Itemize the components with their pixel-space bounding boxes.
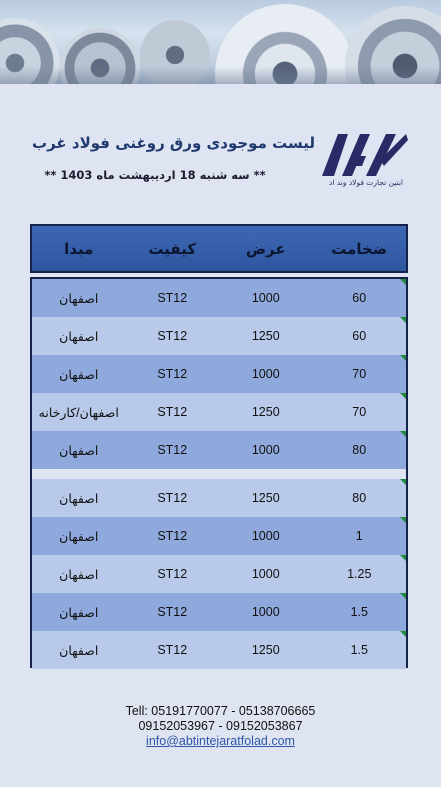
inventory-table: [30, 277, 408, 668]
cell-origin: اصفهان: [59, 529, 99, 544]
cell-width: 1000: [251, 605, 280, 619]
column-header-origin: مبدا: [64, 239, 94, 258]
cell-grade: ST12: [157, 291, 188, 305]
comment-flag-icon: [400, 517, 406, 523]
cell-thickness: 70: [352, 405, 367, 419]
cell-thickness: 1.25: [347, 567, 372, 581]
comment-flag-icon: [400, 479, 406, 485]
table-header: [30, 224, 408, 273]
cell-grade: ST12: [157, 405, 188, 419]
cell-origin: اصفهان: [59, 367, 99, 382]
cell-grade: ST12: [157, 443, 188, 457]
cell-grade: ST12: [157, 491, 188, 505]
cell-thickness: 60: [352, 329, 367, 343]
column-header-width: عرض: [245, 239, 286, 258]
comment-flag-icon: [400, 355, 406, 361]
comment-flag-icon: [400, 593, 406, 599]
cell-origin: اصفهان: [59, 567, 99, 582]
cell-thickness: 1.5: [350, 605, 368, 619]
cell-origin: اصفهان/کارخانه: [38, 405, 119, 420]
cell-thickness: 70: [352, 367, 367, 381]
comment-flag-icon: [400, 431, 406, 437]
table-row: [32, 279, 406, 317]
cell-width: 1000: [251, 443, 280, 457]
column-header-grade: کیفیت: [148, 239, 197, 258]
cell-thickness: 80: [352, 443, 367, 457]
cell-origin: اصفهان: [59, 291, 99, 306]
cell-origin: اصفهان: [59, 443, 99, 458]
cell-origin: اصفهان: [59, 491, 99, 506]
cell-width: 1000: [251, 567, 280, 581]
table-row: [32, 517, 406, 555]
logo-caption: ابتین تجارت فولاد وند اد: [329, 178, 403, 187]
phone-line-2: 09152053967 - 09152053867: [138, 719, 303, 733]
cell-thickness: 1.5: [350, 643, 368, 657]
comment-flag-icon: [400, 279, 406, 285]
table-row: [32, 631, 406, 669]
comment-flag-icon: [400, 555, 406, 561]
contact-info: [0, 704, 441, 749]
cell-grade: ST12: [157, 529, 188, 543]
table-row: [32, 431, 406, 469]
cell-thickness: 80: [352, 491, 367, 505]
cell-width: 1000: [251, 291, 280, 305]
table-row: [32, 555, 406, 593]
cell-thickness: 60: [352, 291, 367, 305]
table-row: [32, 593, 406, 631]
comment-flag-icon: [400, 393, 406, 399]
date-line: ** سه شنبه 18 اردیبهشت ماه 1403 **: [44, 168, 266, 182]
comment-flag-icon: [400, 631, 406, 637]
table-row: [32, 355, 406, 393]
table-row: [32, 393, 406, 431]
column-header-thickness: ضخامت: [331, 239, 388, 258]
comment-flag-icon: [400, 317, 406, 323]
banner-shade: [0, 66, 441, 84]
email-link[interactable]: info@abtintejaratfolad.com: [146, 734, 295, 748]
cell-thickness: 1: [355, 529, 363, 543]
cell-width: 1250: [251, 491, 280, 505]
cell-width: 1000: [251, 367, 280, 381]
cell-grade: ST12: [157, 567, 188, 581]
cell-width: 1250: [251, 329, 280, 343]
cell-width: 1000: [251, 529, 280, 543]
cell-width: 1250: [251, 643, 280, 657]
cell-grade: ST12: [157, 605, 188, 619]
table-row: [32, 479, 406, 517]
cell-grade: ST12: [157, 643, 188, 657]
table-row: [32, 317, 406, 355]
cell-origin: اصفهان: [59, 605, 99, 620]
cell-grade: ST12: [157, 329, 188, 343]
steel-coil-banner: [0, 0, 441, 84]
phone-line-1: Tell: 05191770077 - 05138706665: [125, 704, 316, 718]
cell-origin: اصفهان: [59, 329, 99, 344]
page-title: لیست موجودی ورق روغنی فولاد غرب: [32, 134, 315, 152]
cell-width: 1250: [251, 405, 280, 419]
cell-grade: ST12: [157, 367, 188, 381]
cell-origin: اصفهان: [59, 643, 99, 658]
